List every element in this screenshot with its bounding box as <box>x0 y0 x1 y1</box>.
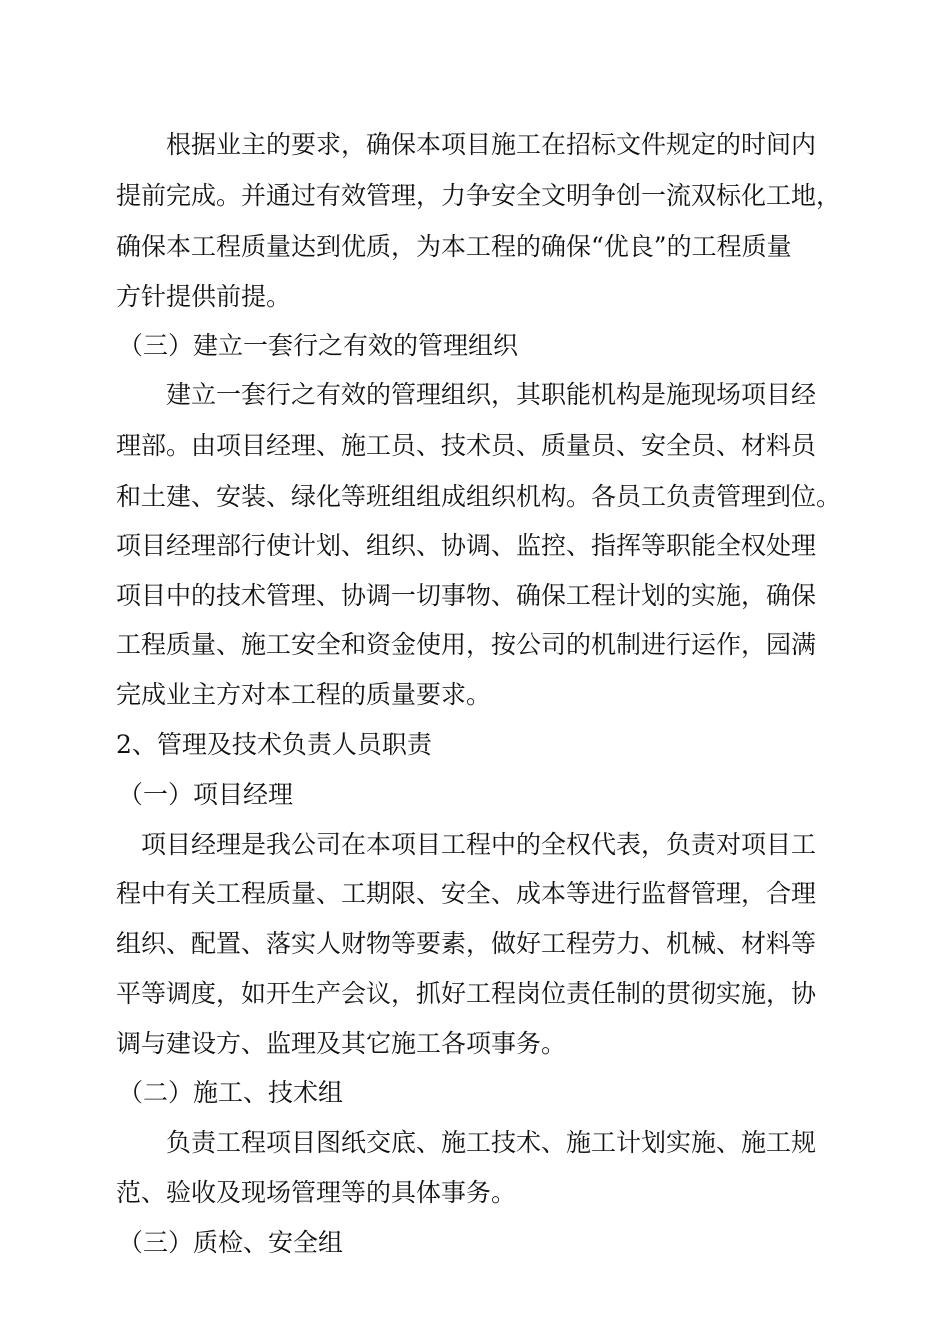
section-heading: （三）建立一套行之有效的管理组织 <box>118 331 519 360</box>
paragraph-line: 工程质量、施工安全和资金使用，按公司的机制进行运作，园满 <box>116 630 817 659</box>
paragraph-line: 调与建设方、监理及其它施工各项事务。 <box>116 1029 567 1058</box>
paragraph-line: 根据业主的要求，确保本项目施工在招标文件规定的时间内 <box>166 130 817 159</box>
paragraph-line: 理部。由项目经理、施工员、技术员、质量员、安全员、材料员 <box>116 431 817 460</box>
section-heading: （一）项目经理 <box>118 780 294 809</box>
section-heading: （二）施工、技术组 <box>118 1078 344 1107</box>
paragraph-line: 项目经理部行使计划、组织、协调、监控、指挥等职能全权处理 <box>116 531 817 560</box>
paragraph-line: 提前完成。并通过有效管理，力争安全文明争创一流双标化工地， <box>116 181 842 210</box>
paragraph-line: 范、验收及现场管理等的具体事务。 <box>116 1178 517 1207</box>
paragraph-line: 项目中的技术管理、协调一切事物、确保工程计划的实施，确保 <box>116 581 817 610</box>
paragraph-line: 完成业主方对本工程的质量要求。 <box>116 680 492 709</box>
section-heading: （三）质检、安全组 <box>118 1228 344 1257</box>
paragraph-line: 负责工程项目图纸交底、施工技术、施工计划实施、施工规 <box>166 1128 817 1157</box>
paragraph-line: 确保本工程质量达到优质，为本工程的确保“优良”的工程质量 <box>116 232 792 261</box>
paragraph-line: 建立一套行之有效的管理组织，其职能机构是施现场项目经 <box>166 380 817 409</box>
section-heading: 2、管理及技术负责人员职责 <box>116 730 432 759</box>
paragraph-line: 和土建、安装、绿化等班组组成组织机构。各员工负责管理到位。 <box>116 482 842 511</box>
paragraph-line: 方针提供前提。 <box>116 282 292 311</box>
paragraph-line: 项目经理是我公司在本项目工程中的全权代表，负责对项目工 <box>141 830 817 859</box>
paragraph-line: 组织、配置、落实人财物等要素，做好工程劳力、机械、材料等 <box>116 929 817 958</box>
paragraph-line: 程中有关工程质量、工期限、安全、成本等进行监督管理，合理 <box>116 879 817 908</box>
paragraph-line: 平等调度，如开生产会议，抓好工程岗位责任制的贯彻实施，协 <box>116 979 817 1008</box>
